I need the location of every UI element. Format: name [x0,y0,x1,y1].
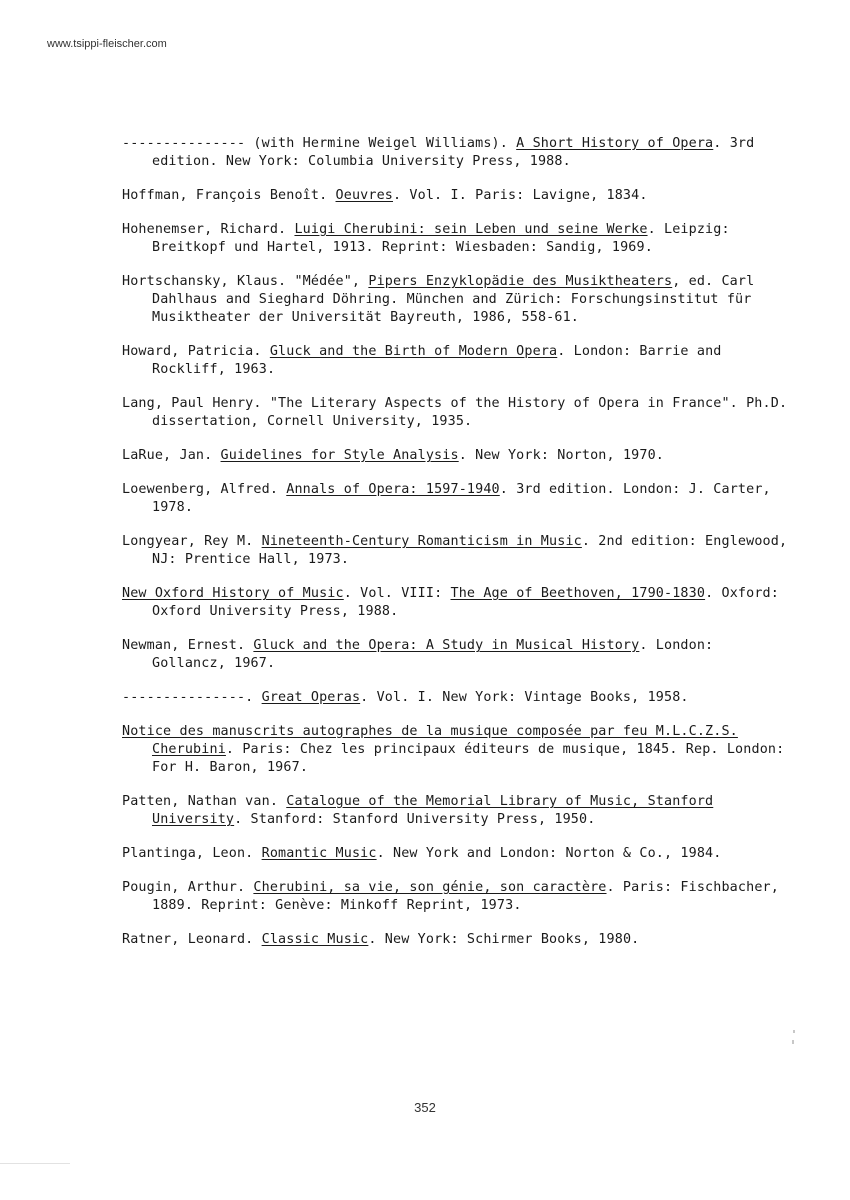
underlined-title: The Age of Beethoven, 1790-1830 [450,586,706,601]
bibliography-entry-patten-catalogue [122,793,792,829]
scan-edge-line [0,1163,70,1164]
citation-text: . Vol. I. New York: Vintage Books, 1958. [360,690,689,705]
citation-text: --------------- (with Hermine Weigel Williams). [122,136,517,151]
citation-text: . Paris: Chez les principaux éditeurs de musique, 1845. Rep. London: For H. Baron, 1967. [152,742,785,775]
bibliography-entry-newman-great-operas [122,689,792,707]
citation-text: Newman, Ernest. [122,638,254,653]
underlined-title: Notice des manuscrits autographes de la musique composée par feu M.L.C.Z.S. Cherubini [122,724,738,757]
underlined-title: Great Operas [261,690,361,705]
underlined-title: Cherubini, sa vie, son génie, son caractère [253,880,607,895]
bibliography-entry-hoffman-oeuvres [122,187,792,205]
citation-text: . New York and London: Norton & Co., 1984. [376,846,722,861]
citation-text: . 3rd edition. London: J. Carter, 1978. [152,482,771,515]
citation-text: . Vol. VIII: [343,586,451,601]
bibliography-entry-newman-gluck [122,637,792,673]
citation-text: . New York: Norton, 1970. [458,448,664,463]
citation-text: . Vol. I. Paris: Lavigne, 1834. [393,188,648,203]
citation-text: Loewenberg, Alfred. [122,482,287,497]
underlined-title: Guidelines for Style Analysis [220,448,459,463]
citation-text: . London: Barrie and Rockliff, 1963. [152,344,722,377]
citation-text: Patten, Nathan van. [122,794,287,809]
website-watermark: www.tsippi-fleischer.com [47,38,167,50]
citation-text: , ed. Carl Dahlhaus and Sieghard Döhring. München and Zürich: Forschungsinstitut für Musiktheater der Universität Bayreuth, 1986, 558-61. [152,274,755,325]
citation-text: Lang, Paul Henry. "The Literary Aspects of the History of Opera in France". Ph.D. dissertation, Cornell University, 1935. [122,396,788,429]
underlined-title: Nineteenth-Century Romanticism in Music [261,534,582,549]
bibliography-entry-howard-gluck [122,343,792,379]
bibliography-entry-lang-literary [122,395,792,431]
citation-text: Hortschansky, Klaus. "Médée", [122,274,369,289]
bibliography-entry-hohenemser-cherubini [122,221,792,257]
underlined-title: Romantic Music [261,846,377,861]
underlined-title: Classic Music [261,932,369,947]
bibliography-entry-notice-manuscrits [122,723,792,777]
page-number: 352 [414,1100,436,1115]
bibliography-entry-loewenberg-annals [122,481,792,517]
citation-text: Longyear, Rey M. [122,534,262,549]
bibliography-entry-pougin-cherubini [122,879,792,915]
underlined-title: Pipers Enzyklopädie des Musiktheaters [368,274,673,289]
citation-text: . Paris: Fischbacher, 1889. Reprint: Genève: Minkoff Reprint, 1973. [152,880,779,913]
underlined-title: Gluck and the Birth of Modern Opera [269,344,558,359]
citation-text: . Leipzig: Breitkopf und Hartel, 1913. Reprint: Wiesbaden: Sandig, 1969. [152,222,730,255]
citation-text: . Stanford: Stanford University Press, 1950. [234,812,596,827]
bibliography-entry-longyear-romanticism [122,533,792,569]
bibliography-entry-plantinga-romantic [122,845,792,863]
bibliography-entry-larue-guidelines [122,447,792,465]
underlined-title: Annals of Opera: 1597-1940 [286,482,500,497]
citation-text: . 3rd edition. New York: Columbia University Press, 1988. [152,136,755,169]
bibliography-list [122,135,792,965]
citation-text: Hohenemser, Richard. [122,222,295,237]
scan-mark [792,1040,794,1044]
bibliography-entry-ratner-classic [122,931,792,949]
citation-text: LaRue, Jan. [122,448,221,463]
underlined-title: Catalogue of the Memorial Library of Music, Stanford University [152,794,714,827]
bibliography-entry-grout-short-history [122,135,792,171]
citation-text: ---------------. [122,690,262,705]
citation-text: Howard, Patricia. [122,344,270,359]
underlined-title: Luigi Cherubini: sein Leben und seine Werke [294,222,648,237]
citation-text: Ratner, Leonard. [122,932,262,947]
underlined-title: Oeuvres [335,188,393,203]
citation-text: Hoffman, François Benoît. [122,188,336,203]
citation-text: . Oxford: Oxford University Press, 1988. [152,586,779,619]
scan-mark [793,1030,795,1033]
citation-text: . London: Gollancz, 1967. [152,638,714,671]
underlined-title: A Short History of Opera [516,136,714,151]
citation-text: . New York: Schirmer Books, 1980. [368,932,640,947]
citation-text: Plantinga, Leon. [122,846,262,861]
bibliography-entry-new-oxford-history [122,585,792,621]
underlined-title: Gluck and the Opera: A Study in Musical History [253,638,640,653]
bibliography-entry-hortschansky-medee [122,273,792,327]
citation-text: Pougin, Arthur. [122,880,254,895]
underlined-title: New Oxford History of Music [122,586,344,601]
citation-text: . 2nd edition: Englewood, NJ: Prentice Hall, 1973. [152,534,788,567]
